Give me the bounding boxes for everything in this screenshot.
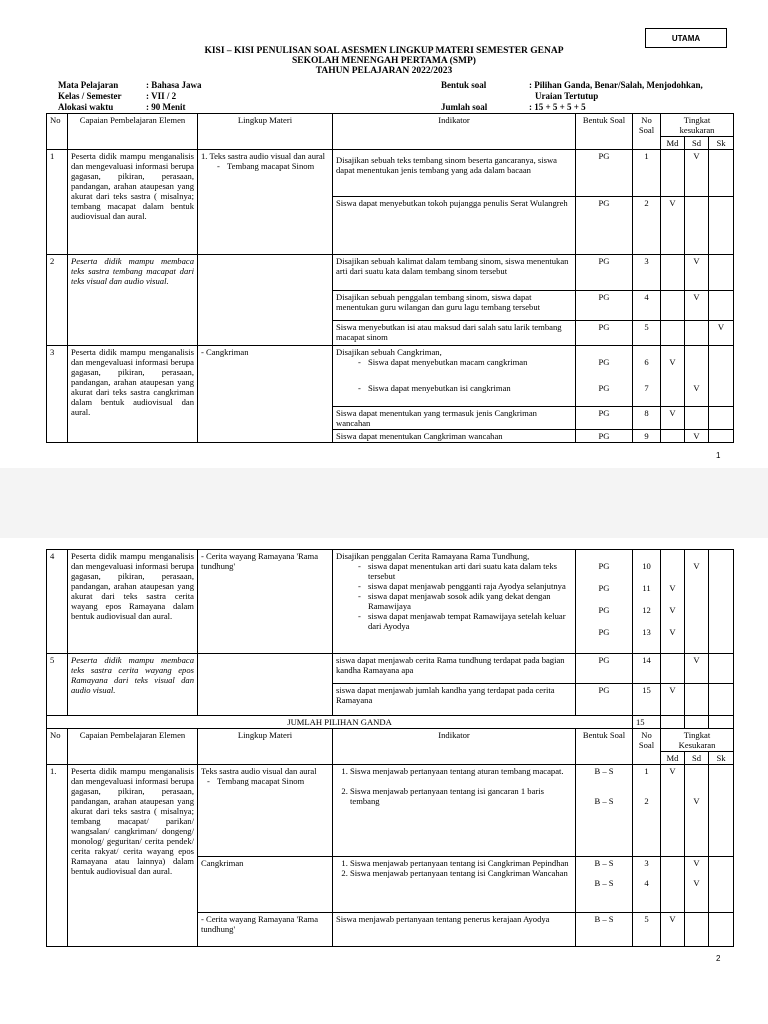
page-number: 1 (716, 451, 721, 460)
check-sd: V (685, 430, 709, 443)
row-indikator: siswa dapat menjawab jumlah kandha yang terdapat pada cerita Ramayana (333, 684, 576, 716)
table-row (47, 654, 734, 684)
col-lingkup: Lingkup Materi (198, 114, 333, 150)
doc-year: TAHUN PELAJARAN 2022/2023 (315, 66, 453, 76)
row-bentuk: PG (576, 150, 633, 197)
check-md: V (661, 197, 685, 255)
col-nosoal: No Soal (633, 729, 661, 765)
row-bentuk: PG (576, 684, 633, 716)
check-sd: V (685, 550, 709, 654)
row-bentuk: PG (576, 407, 633, 430)
check-sd: V (685, 346, 709, 407)
meta-right (441, 80, 703, 113)
row-nosoal: 9 (633, 430, 661, 443)
col-indikator: Indikator (333, 729, 576, 765)
jumlah-value: 15 (633, 716, 661, 729)
row-indikator: Disajikan sebuah penggalan tembang sinom, siswa dapat menentukan guru wilangan dan guru lagu tembang tersebut (333, 291, 576, 321)
row-nosoal: 15 (633, 684, 661, 716)
row-nosoal: 1 2 (633, 765, 661, 857)
check-md: V V V (661, 550, 685, 654)
meta-left (58, 80, 202, 113)
row-no: 3 (47, 346, 68, 443)
jumlah-row (47, 716, 734, 729)
row-bentuk: B – S B – S (576, 857, 633, 913)
meta-jumlah-label: Jumlah soal (441, 102, 488, 112)
kisi-table-page-1 (46, 113, 734, 443)
col-no: No (47, 729, 68, 765)
row-no: 2 (47, 255, 68, 346)
kisi-table-page-2 (46, 549, 734, 947)
check-sd: V (685, 291, 709, 321)
col-tingkat: Tingkat kesukaran (661, 114, 734, 137)
row-lingkup: Teks sastra audio visual dan aural - Tembang macapat Sinom (198, 765, 333, 857)
row-nosoal: 14 (633, 654, 661, 684)
row-cp: Peserta didik mampu menganalisis dan mengevaluasi informasi berupa gagasan, pikiran, perasaan, pandangan, arahan ataupesan yang akurat dari teks sastra ( misalnya; tembang macapat dalam bentuk audiovisual dan aural. (68, 150, 198, 255)
row-indikator: 1. Siswa menjawab pertanyaan tentang isi Cangkriman Pepindhan 2. Siswa menjawab pertanyaan tentang isi Cangkriman Wancahan (333, 857, 576, 913)
meta-mapel-value: : Bahasa Jawa (146, 80, 202, 90)
page-1 (0, 0, 768, 468)
row-lingkup: - Cerita wayang Ramayana 'Rama tundhung' (198, 913, 333, 947)
page-number: 2 (716, 954, 721, 963)
row-nosoal: 3 (633, 255, 661, 291)
meta-bentuk-label: Bentuk soal (441, 80, 487, 90)
row-indikator: Siswa menjawab pertanyaan tentang penerus kerajaan Ayodya (333, 913, 576, 947)
page-2 (0, 538, 768, 1024)
row-no: 1. (47, 765, 68, 947)
col-cp: Capaian Pembelajaran Elemen (68, 729, 198, 765)
jumlah-label: JUMLAH PILIHAN GANDA (47, 716, 633, 729)
row-bentuk: PG PG PG PG (576, 550, 633, 654)
row-nosoal: 3 4 (633, 857, 661, 913)
col-sd: Sd (685, 137, 709, 150)
row-bentuk: PG (576, 291, 633, 321)
row-bentuk: PG (576, 321, 633, 346)
row-nosoal: 1 (633, 150, 661, 197)
table-row (47, 346, 734, 407)
meta-bentuk-value-2: Uraian Tertutup (535, 91, 599, 101)
row-indikator: Disajikan sebuah kalimat dalam tembang sinom, siswa menentukan arti dari suatu kata dalam tembang sinom tersebut (333, 255, 576, 291)
col-tingkat: Tingkat Kesukaran (661, 729, 734, 752)
check-md: V (661, 346, 685, 407)
col-sk: Sk (709, 137, 734, 150)
row-bentuk: PG (576, 430, 633, 443)
doc-school: SEKOLAH MENENGAH PERTAMA (SMP) (292, 56, 476, 66)
header-row (47, 729, 734, 752)
check-sk: V (709, 321, 734, 346)
row-indikator: Siswa dapat menentukan Cangkriman wancahan (333, 430, 576, 443)
row-indikator: 1. Siswa menjawab pertanyaan tentang aturan tembang macapat. 2. Siswa menjawab pertanyaan tentang isi gancaran 1 baris tembang (333, 765, 576, 857)
check-sd: V (685, 255, 709, 291)
col-md: Md (661, 752, 685, 765)
row-no: 1 (47, 150, 68, 255)
row-lingkup: - Cerita wayang Ramayana 'Rama tundhung' (198, 550, 333, 654)
meta-kelas-value: : VII / 2 (146, 91, 177, 101)
row-indikator: Siswa menyebutkan isi atau maksud dari salah satu larik tembang macapat sinom (333, 321, 576, 346)
doc-title: KISI – KISI PENULISAN SOAL ASESMEN LINGKUP MATERI SEMESTER GENAP (204, 46, 564, 56)
row-bentuk: PG (576, 197, 633, 255)
meta-jumlah-value: : 15 + 5 + 5 + 5 (529, 102, 586, 112)
meta-waktu-label: Alokasi waktu (58, 102, 114, 112)
check-sd: V (685, 765, 709, 857)
row-no: 5 (47, 654, 68, 716)
check-sd: V V (685, 857, 709, 913)
row-nosoal: 6 7 (633, 346, 661, 407)
row-bentuk: PG (576, 255, 633, 291)
table-row (47, 150, 734, 197)
row-cp: Peserta didik mampu membaca teks sastra tembang macapat dari teks visual dan audio visual. (68, 255, 198, 346)
row-indikator: Disajikan penggalan Cerita Ramayana Rama Tundhung, - siswa dapat menentukan arti dari suatu kata dalam teks tersebut - siswa dapat menjawab pengganti raja Ayodya selanjutnya - siswa dapat menjawab sosok adik yang dekat dengan Ramawijaya - siswa dapat menjawab tempat Ramawijaya setelah keluar dari Ayodya (333, 550, 576, 654)
row-nosoal: 8 (633, 407, 661, 430)
row-lingkup: Cangkriman (198, 857, 333, 913)
row-bentuk: B – S B – S (576, 765, 633, 857)
page-gap (0, 468, 768, 538)
row-nosoal: 5 (633, 321, 661, 346)
check-sd: V (685, 150, 709, 197)
table-row (47, 255, 734, 291)
check-md: V (661, 407, 685, 430)
col-nosoal: No Soal (633, 114, 661, 150)
header-row (47, 114, 734, 137)
col-bentuk: Bentuk Soal (576, 729, 633, 765)
row-cp: Peserta didik mampu membaca teks sastra cerita wayang epos Ramayana dari teks visual dan audio visual. (68, 654, 198, 716)
row-nosoal: 10 11 12 13 (633, 550, 661, 654)
meta-waktu-value: : 90 Menit (146, 102, 186, 112)
lingkup-sub: - Tembang macapat Sinom (227, 161, 329, 171)
col-sk: Sk (709, 752, 734, 765)
col-md: Md (661, 137, 685, 150)
row-bentuk: PG (576, 654, 633, 684)
row-lingkup: - Cangkriman (198, 346, 333, 443)
table-row (47, 765, 734, 857)
row-nosoal: 4 (633, 291, 661, 321)
row-indikator: Siswa dapat menentukan yang termasuk jenis Cangkriman wancahan (333, 407, 576, 430)
row-cp: Peserta didik mampu menganalisis dan mengevaluasi informasi berupa gagasan, pikiran, perasaan, pandangan, arahan ataupesan yang akurat dari teks sastra cangkriman dalam bentuk audiovisual dan aural. (68, 346, 198, 443)
row-indikator: Siswa dapat menyebutkan tokoh pujangga penulis Serat Wulangreh (333, 197, 576, 255)
row-indikator: Disajikan sebuah teks tembang sinom beserta gancaranya, siswa dapat menentukan jenis tembang yang ada dalam bacaan (333, 150, 576, 197)
row-indikator: siswa dapat menjawab cerita Rama tundhung terdapat pada bagian kandha Ramayana apa (333, 654, 576, 684)
row-no: 4 (47, 550, 68, 654)
check-md: V (661, 765, 685, 857)
check-sd: V (685, 654, 709, 684)
col-cp: Capaian Pembelajaran Elemen (68, 114, 198, 150)
row-nosoal: 2 (633, 197, 661, 255)
meta-mapel-label: Mata Pelajaran (58, 80, 119, 90)
check-md: V (661, 913, 685, 947)
row-cp: Peserta didik mampu menganalisis dan mengevaluasi informasi berupa gagasan, pikiran, perasaan, pandangan, arahan ataupesan yang akurat dari teks sastra ( misalnya; tembang macapat/ parikan/ wangsalan/ cangkriman/ dongeng/ monolog/ geguritan/ cerita pendek/ cerita rakyat/ cerita wayang epos Ramayana atau lainnya) dalam bentuk audiovisual dan aural. (68, 765, 198, 947)
check-md: V (661, 684, 685, 716)
col-sd: Sd (685, 752, 709, 765)
col-lingkup: Lingkup Materi (198, 729, 333, 765)
row-bentuk: PG PG (576, 346, 633, 407)
meta-kelas-label: Kelas / Semester (58, 91, 122, 101)
col-bentuk: Bentuk Soal (576, 114, 633, 150)
table-row (47, 550, 734, 654)
row-lingkup (198, 150, 333, 255)
lingkup-title: 1. Teks sastra audio visual dan aural (201, 151, 326, 161)
row-bentuk: B – S (576, 913, 633, 947)
utama-badge: UTAMA (645, 28, 727, 48)
meta-bentuk-value: : Pilihan Ganda, Benar/Salah, Menjodohkan, (529, 80, 703, 90)
row-indikator: Disajikan sebuah Cangkriman, - Siswa dapat menyebutkan macam cangkriman - Siswa dapat menyebutkan isi cangkriman (333, 346, 576, 407)
row-nosoal: 5 (633, 913, 661, 947)
col-no: No (47, 114, 68, 150)
col-indikator: Indikator (333, 114, 576, 150)
row-cp: Peserta didik mampu menganalisis dan mengevaluasi informasi berupa gagasan, pikiran, perasaan, pandangan, arahan ataupesan yang akurat dari teks sastra cerita wayang epos Ramayana dalam bentuk audiovisual dan aural. (68, 550, 198, 654)
